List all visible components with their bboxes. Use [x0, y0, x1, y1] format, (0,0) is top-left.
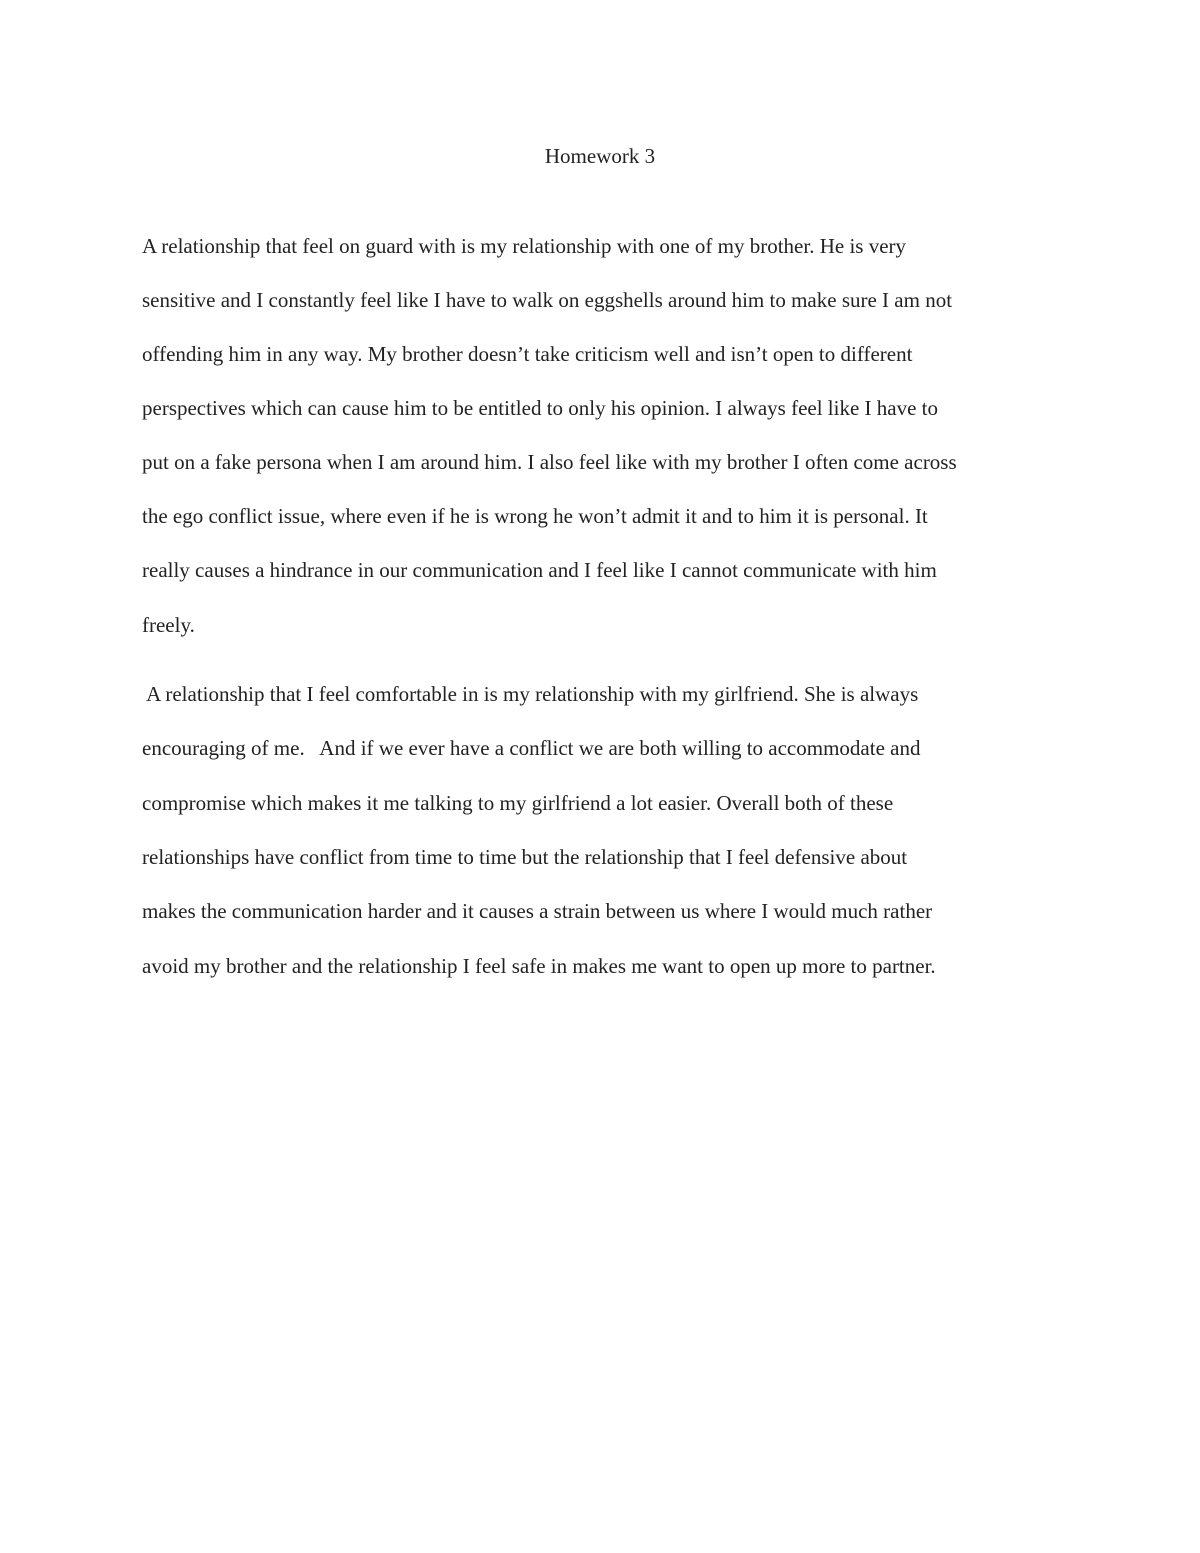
paragraph-line: A relationship that feel on guard with is my relationship with one of my brother. He is very — [142, 234, 907, 258]
paragraph-line: really causes a hindrance in our communication and I feel like I cannot communicate with him — [142, 558, 937, 582]
paragraph-line: offending him in any way. My brother doesn’t take criticism well and isn’t open to different — [142, 342, 913, 366]
paragraph-line: makes the communication harder and it causes a strain between us where I would much rather — [142, 899, 933, 923]
paragraph-line: the ego conflict issue, where even if he is wrong he won’t admit it and to him it is personal. It — [142, 504, 928, 528]
paragraph-line: compromise which makes it me talking to my girlfriend a lot easier. Overall both of these — [142, 791, 894, 815]
paragraph-line: avoid my brother and the relationship I feel safe in makes me want to open up more to partner. — [142, 954, 936, 978]
paragraph-line: encouraging of me. And if we ever have a conflict we are both willing to accommodate and — [142, 736, 921, 760]
paragraph-line: freely. — [142, 613, 195, 637]
paragraph-line: put on a fake persona when I am around him. I also feel like with my brother I often come across — [142, 450, 957, 474]
document-title: Homework 3 — [544, 144, 656, 168]
paragraph-line: sensitive and I constantly feel like I have to walk on eggshells around him to make sure I am not — [142, 288, 953, 312]
paragraph-line: perspectives which can cause him to be entitled to only his opinion. I always feel like I have to — [142, 396, 939, 420]
paragraph-line: relationships have conflict from time to time but the relationship that I feel defensive about — [142, 845, 908, 869]
paragraph-line: A relationship that I feel comfortable in is my relationship with my girlfriend. She is always — [142, 682, 919, 706]
